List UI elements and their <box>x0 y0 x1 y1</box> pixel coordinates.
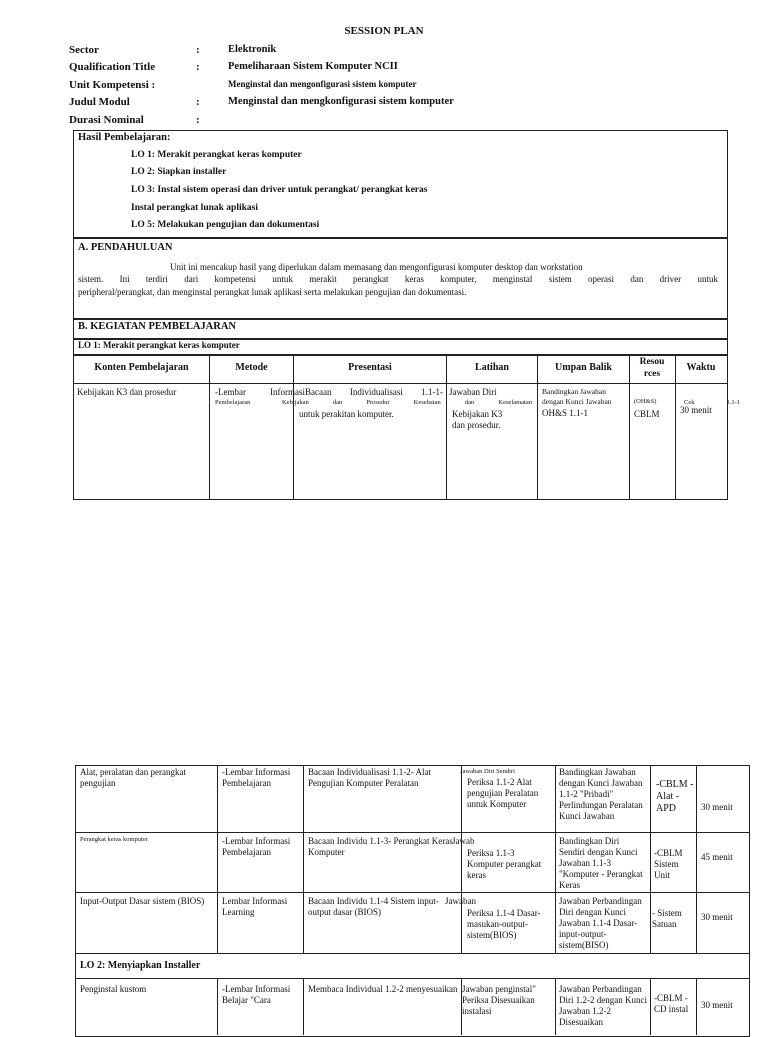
row-content: Kebijakan K3 dan prosedur <box>77 387 177 397</box>
row-practice: Periksa 1.1-4 Dasar-masukan-output-sistem(BIOS) <box>467 908 541 940</box>
row-practice: Periksa 1.1-3 Komputer perangkat keras <box>467 848 542 880</box>
column-header-resources: Resou rces <box>639 357 665 379</box>
introduction-line: peripheral/perangkat, dan menginstal perangkat lunak aplikasi serta melakukan pengujian dan dokumentasi. <box>78 287 467 297</box>
column-divider <box>696 765 697 953</box>
column-divider <box>696 978 697 1035</box>
outcome-item: LO 5: Melakukan pengujian dan dokumentasi <box>131 220 320 230</box>
row-resources: -CBLM Sistem Unit <box>654 848 683 880</box>
outcome-item: Instal perangkat lunak aplikasi <box>131 203 258 213</box>
header-colon: : <box>196 61 200 73</box>
row-time: 45 menit <box>701 852 733 862</box>
row-feedback: Jawaban Perbandingan Diri 1.2-2 dengan Kunci Jawaban 1.2-2 Disesuaikan <box>559 984 647 1027</box>
column-divider <box>303 765 304 953</box>
row-resources: -CBLM -CD instal <box>654 993 689 1014</box>
row-method: -Lembar Informasi Pembelajaran <box>222 767 291 788</box>
row-overlap-text: Kebijakan dan Prosedur Kesehatan dan Keselamatan <box>282 399 532 406</box>
row-practice: Periksa 1.1-2 Alat pengujian Peralatan untuk Komputer <box>467 777 539 809</box>
lo1-label: LO 1: Merakit perangkat keras komputer <box>78 340 240 350</box>
column-header-presentation: Presentasi <box>348 362 392 373</box>
column-divider <box>293 354 294 499</box>
row-method: -Lembar Informasi Belajar "Cara <box>222 984 291 1005</box>
row-feedback: Bandingkan Diri Sendiri dengan Kunci Jawaban 1.1-3 "Komputer - Perangkat Keras <box>559 836 643 890</box>
row-time: 30 menit <box>701 912 733 922</box>
header-label-duration: Durasi Nominal <box>69 114 144 126</box>
introduction-line: Unit ini mencakup hasil yang diperlukan dalam memasang dan mengonfigurasi komputer desktop dan workstation <box>170 262 583 272</box>
row-method-sub: Pembelajaran <box>215 399 251 406</box>
row-practice-2: Kebijakan K3 dan prosedur. <box>452 409 503 430</box>
row-resources: -CBLM -Alat -APD <box>656 779 694 814</box>
header-label-sector: Sector <box>69 44 99 56</box>
row-content: Alat, peralatan dan perangkat pengujian <box>80 767 186 788</box>
outcome-item: LO 1: Merakit perangkat keras komputer <box>131 150 302 160</box>
header-value-unit: Menginstal dan mengonfigurasi sistem komputer <box>228 79 417 89</box>
row-presentation: Bacaan Individu 1.1-3- Perangkat Keras Komputer <box>308 836 453 857</box>
column-divider <box>446 354 447 499</box>
header-colon: : <box>196 114 200 126</box>
introduction-line: sistem. Ini terdiri dari kompetensi untuk merakit perangkat keras komputer, menginstal sistem operasi dan driver untuk <box>78 274 718 284</box>
row-feedback: Bandingkan Jawaban dengan Kunci Jawaban <box>542 387 612 406</box>
page-title: SESSION PLAN <box>344 25 424 37</box>
row-divider <box>75 892 749 893</box>
row-presentation: Bacaan Individualisasi 1.1-2- Alat Pengujian Komputer Peralatan <box>308 767 431 788</box>
header-label-module: Judul Modul <box>69 96 130 108</box>
column-divider <box>555 765 556 953</box>
row-content: Input-Output Dasar sistem (BIOS) <box>80 896 205 906</box>
row-divider <box>75 978 749 979</box>
column-divider <box>217 978 218 1035</box>
row-practice: Jawaban penginstal" Periksa Disesuaikan instalasi <box>462 984 536 1016</box>
header-value-qualification: Pemeliharaan Sistem Komputer NCII <box>228 61 398 72</box>
row-feedback: Jawaban Perbandingan Diri dengan Kunci Jawaban 1.1-4 Dasar-input-output-sistem(BISO) <box>559 896 642 950</box>
header-value-sector: Elektronik <box>228 44 277 55</box>
column-divider <box>555 978 556 1035</box>
row-resources: CBLM <box>634 409 660 419</box>
column-divider <box>650 765 651 953</box>
column-divider <box>650 978 651 1035</box>
row-practice: Jawaban Diri <box>449 387 497 397</box>
header-value-module: Menginstal dan mengkonfigurasi sistem komputer <box>228 96 454 107</box>
row-extra-small: Cek 1.1-1 <box>684 399 740 406</box>
header-colon: : <box>196 96 200 108</box>
row-time: 30 menit <box>701 802 733 812</box>
row-feedback: Bandingkan Jawaban dengan Kunci Jawaban 1.1-2 "Pribadi" Perlindungan Peralatan Kunci Jawaban <box>559 767 643 821</box>
row-presentation: Bacaan Individualisasi 1.1-1- <box>305 387 443 397</box>
column-divider <box>217 765 218 953</box>
row-time: 30 menit <box>701 1000 733 1010</box>
header-colon: : <box>196 44 200 56</box>
row-divider <box>75 953 749 954</box>
column-header-content: Konten Pembelajaran <box>94 362 189 373</box>
row-presentation: Bacaan Individu 1.1-4 Sistem input-output dasar (BIOS) <box>308 896 439 917</box>
header-label-unit: Unit Kompetensi : <box>69 79 156 91</box>
lo2-label: LO 2: Menyiapkan Installer <box>80 960 201 971</box>
column-header-method: Metode <box>235 362 268 373</box>
row-content: Perangkat keras komputer <box>80 836 148 843</box>
row-method: Lembar Informasi Learning <box>222 896 288 917</box>
column-header-practice: Latihan <box>475 362 509 373</box>
row-practice-head: Jawab <box>452 836 475 846</box>
activities-heading: B. KEGIATAN PEMBELAJARAN <box>78 321 236 332</box>
header-label-qualification: Qualification Title <box>69 61 156 73</box>
outcomes-heading: Hasil Pembelajaran: <box>78 132 171 143</box>
column-divider <box>461 765 462 953</box>
column-divider <box>209 354 210 499</box>
outcome-item: LO 2: Siapkan installer <box>131 167 227 177</box>
row-practice-small: Jawaban Diri Sendiri <box>460 768 515 775</box>
row-divider <box>75 832 749 833</box>
column-divider <box>675 354 676 499</box>
row-content: Penginstal kustom <box>80 984 147 994</box>
column-divider <box>537 354 538 499</box>
row-method: -Lembar Informasi Pembelajaran <box>222 836 291 857</box>
row-feedback-small: (OH&S) <box>634 398 657 405</box>
outcome-item: LO 3: Instal sistem operasi dan driver untuk perangkat/ perangkat keras <box>131 185 428 195</box>
row-time: 30 menit <box>680 405 712 415</box>
row-feedback-2: OH&S 1.1-1 <box>542 408 589 418</box>
row-resources: - Sistem Satuan <box>652 908 682 929</box>
column-header-time: Waktu <box>686 362 716 373</box>
introduction-heading: A. PENDAHULUAN <box>78 242 173 253</box>
row-method: -Lembar Informasi <box>215 387 305 397</box>
column-header-feedback: Umpan Balik <box>555 362 612 373</box>
row-presentation-2: untuk perakitan komputer. <box>299 409 394 419</box>
column-divider <box>629 354 630 499</box>
row-presentation: Membaca Individual 1.2-2 menyesuaikan <box>308 984 458 994</box>
row-practice-head: Jawaban <box>445 896 476 906</box>
